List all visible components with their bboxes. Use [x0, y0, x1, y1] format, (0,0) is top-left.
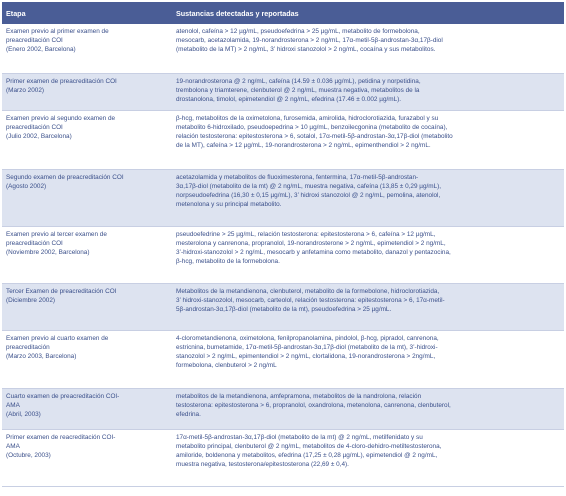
header-stage: Etapa: [6, 8, 26, 18]
substances-line: mesocarb, acetazolamida, 19-norandrosterona > 2 ng/mL, 17α-metil-5β-androstan-3α,17β-diol: [176, 37, 443, 45]
stage-line: preacreditación COI: [6, 240, 63, 248]
stage-cell: [2, 114, 166, 169]
stage-line: Segundo examen de preacreditación COI: [6, 174, 124, 181]
substances-line: pseudoefedrine > 25 µg/mL, relación testosterona: epitestosterona > 6, cafeína > 12 µg/mL,: [176, 231, 436, 238]
stage-line: (Enero 2002, Barcelona): [6, 46, 76, 54]
stage-line: Primer examen de preacreditación COI: [6, 78, 117, 85]
stage-line: (Julio 2002, Barcelona): [6, 133, 72, 141]
stage-line: (Noviembre 2002, Barcelona): [6, 249, 90, 257]
substances-line: 19-norandrosterona @ 2 ng/mL, cafeína (14.59 ± 0.036 µg/mL), petidina y norpetidina,: [176, 78, 421, 85]
substances-cell: [166, 433, 564, 486]
substances-cell: [166, 392, 564, 429]
substances-line: drostanolona, timolol, epimetendiol @ 2 ng/mL, efedrina (17.46 ± 0.002 µg/mL).: [176, 96, 402, 104]
stage-line: Examen previo al primer examen de: [6, 28, 109, 35]
substances-line: metabolito principal, clenbuterol @ 2 ng/mL, metabolitos de 4-cloro-dehidro-metiltestosterona,: [176, 443, 442, 451]
stage-line: (Octubre, 2003): [6, 452, 51, 460]
substances-cell: [166, 114, 564, 169]
stage-line: Cuarto examen de preacreditación COI-: [6, 393, 120, 400]
substances-line: (metabolito de la MT) > 2 ng/mL, 3’ hidroxi stanozolol > 2 ng/mL, cocaína y sus metabolitos.: [176, 46, 436, 54]
substances-line: stanozolol > 2 ng/mL, epimentendiol > 2 ng/mL, clortalidona, 19-norandrosterona > 2ng/mL,: [176, 353, 436, 361]
stage-line: Primer examen de reacreditación COI-: [6, 434, 116, 441]
substances-cell: [166, 287, 564, 330]
substances-cell: [166, 27, 564, 73]
substances-line: testosterona: epitestosterona > 6, propranolol, oxandrolona, metenolona, canrenona, clenbuterol,: [176, 402, 451, 410]
substances-line: atenolol, cafeína > 12 µg/mL, pseudoefedrina > 25 µg/mL, metabolito de formebolona,: [176, 28, 420, 35]
substances-line: metabolitos de la metandienona, amfepramona, metabolitos de la nandrolona, relación: [176, 393, 422, 400]
table-header: [2, 2, 564, 24]
substances-line: acetazolamida y metabolitos de fluoximesterona, fentermina, 17α-metil-5β-androstan-: [176, 174, 419, 181]
stage-line: AMA: [6, 402, 20, 410]
stage-cell: [2, 230, 166, 283]
stage-cell: [2, 173, 166, 226]
stage-cell: [2, 433, 166, 486]
substances-line: 5β-androstan-3α,17β-diol (metabolito de la mt), pseudoefedrina > 25 µg/mL.: [176, 306, 392, 314]
substances-line: metabolito 6-hidroxilado, pseudoepedrina > 10 µg/mL, benzoilecgonina (metabolito de cocaína),: [176, 124, 448, 132]
substances-line: relación testosterona: epitestosterona > 6, sotalol, 17α-metil-5β-androstan-3α,17β-diol (metabolito: [176, 133, 453, 141]
stage-line: AMA: [6, 443, 20, 451]
substances-line: 3’ hidroxi-stanozolol, mesocarb, carteolol, relación testosterona: epitestosterona > 6, 17α-metil-: [176, 297, 445, 305]
substances-line: β-hcg, metabolito de la formebolona.: [176, 258, 280, 266]
substances-cell: [166, 173, 564, 226]
substances-line: amiloride, boldenona y metabolitos, efedrina (17,25 ± 0,28 µg/mL), epimetendiol @ 2 ng/mL,: [176, 452, 438, 460]
table-row: [2, 389, 564, 430]
stage-line: preacreditación: [6, 344, 50, 352]
substances-cell: [166, 230, 564, 283]
substances-line: formebolona, clenbuterol > 2 ng/mL: [176, 362, 277, 370]
table-row: [2, 74, 564, 111]
substances-line: estricnina, bumetamide, 17α-metil-5β-androstan-3α,17β-diol (metabolito de la mt), 3’-hidroxi-: [176, 344, 438, 352]
substances-line: β-hcg, metabolitos de la oximetolona, furosemida, amirolida, hidroclorotiazida, furazabol y su: [176, 115, 439, 122]
stage-cell: [2, 27, 166, 73]
stage-line: (Marzo 2003, Barcelona): [6, 353, 77, 361]
stage-cell: [2, 287, 166, 330]
substances-line: de la MT), cafeína > 12 µg/mL, 19-norandrosterona > 2 ng/mL, epimenthendiol > 2 ng/mL.: [176, 142, 431, 150]
table-row: [2, 111, 564, 170]
stage-line: preacreditación COI: [6, 37, 63, 45]
stage-cell: [2, 334, 166, 388]
substances-cell: [166, 77, 564, 110]
substances-line: 4-clorometandienona, oximetolona, fenilpropanolamina, pindolol, β-hcg, pipradol, canrenona,: [176, 335, 439, 342]
substances-line: 3’-hidroxi-stanozolol > 2 ng/mL, mesocarb y anfetamina como metabolito, danazol y pentazocina,: [176, 249, 451, 257]
stage-cell: [2, 77, 166, 110]
substances-line: muestra negativa, testosterona/epitestosterona (22,69 ± 0,4).: [176, 461, 349, 469]
substances-line: 17α-metil-5β-androstan-3α,17β-diol (metabolito de la mt) @ 2 ng/mL, metilfenidato y su: [176, 434, 423, 441]
substances-line: norpseudoefedrina (16,30 ± 0,15 µg/mL), 3’ hidroxi stanozolol @ 2 ng/mL, pemolina, atenolol,: [176, 192, 441, 200]
stage-line: Examen previo al segundo examen de: [6, 115, 116, 122]
substances-line: trembolona y triamterene, clenbuterol @ 2 ng/mL, muestra negativa, metabolitos de la: [176, 87, 420, 95]
table-row: [2, 430, 564, 487]
stage-line: (Abril, 2003): [6, 411, 41, 419]
substances-cell: [166, 334, 564, 388]
table-row: [2, 170, 564, 227]
stage-line: Examen previo al cuarto examen de: [6, 335, 109, 342]
stage-line: (Agosto 2002): [6, 183, 47, 191]
substances-line: mesterolona y canrenona, propranolol, 19-norandrosterone > 2 ng/mL, epimetendiol > 2 ng/mL,: [176, 240, 446, 248]
header-substances: Sustancias detectadas y reportadas: [176, 8, 299, 18]
table-body: [2, 24, 564, 494]
substances-line: Metabolitos de la metandienona, clenbuterol, metabolito de la formebolone, hidroclorotiazida,: [176, 288, 440, 295]
table-row: [2, 331, 564, 389]
stage-line: (Diciembre 2002): [6, 297, 56, 305]
stage-line: (Marzo 2002): [6, 87, 45, 95]
table-row: [2, 227, 564, 284]
substances-line: 3α,17β-diol (metabolito de la mt) @ 2 ng/mL, muestra negativa, cafeína (13,85 ± 0,29 µg/mL),: [176, 183, 442, 191]
substances-line: efedrina.: [176, 411, 201, 419]
stage-cell: [2, 392, 166, 429]
substances-line: metenolona y su principal metabolito.: [176, 201, 282, 209]
stage-line: Examen previo al tercer examen de: [6, 231, 107, 238]
table-row: [2, 24, 564, 74]
stage-line: preacreditación COI: [6, 124, 63, 132]
table-row: [2, 284, 564, 331]
stage-line: Tercer Examen de preacreditación COI: [6, 288, 117, 295]
